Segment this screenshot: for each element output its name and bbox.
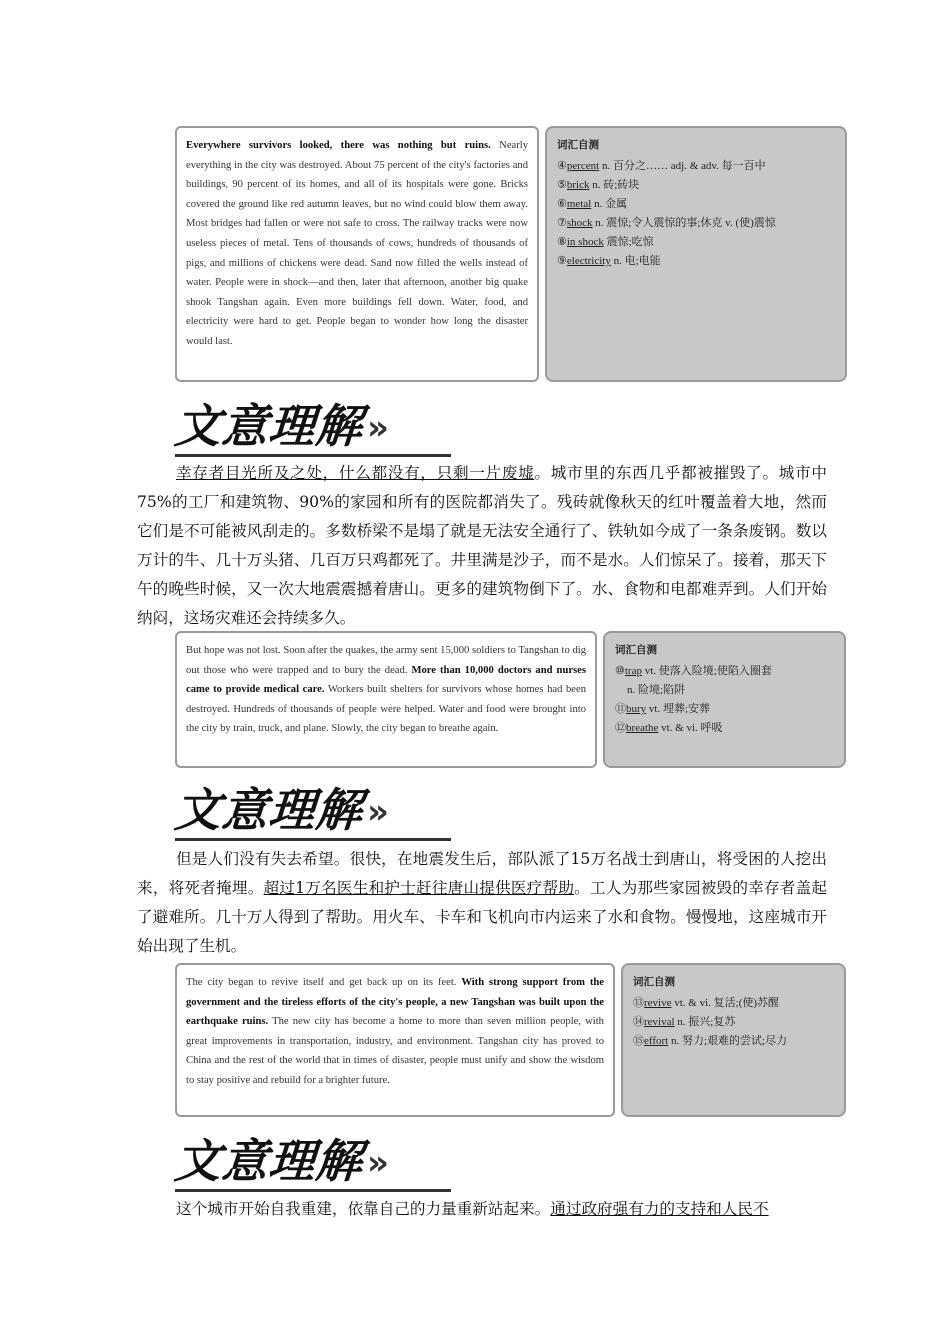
reading-section-1 (175, 126, 847, 382)
banner-title: 文意理解 (172, 399, 365, 453)
vocab-word: electricity (566, 255, 611, 267)
banner-title: 文意理解 (172, 1134, 365, 1188)
passage-text: Workers built shelters for survivors whose homes had been destroyed. Hundreds of thousands of people were helped. Water and food were brought into the city by train, truck, and plane. Slowly, the city began to breathe again. (186, 684, 586, 735)
translation-text: 但是人们没有失去希望。很快，在地震发生后，部队派了15万名战士到唐山，将受困的人挖出来，将死者掩埋。 (137, 850, 827, 897)
double-chevron-icon: » (367, 1143, 389, 1183)
vocab-number: ⑭ (633, 1016, 644, 1028)
vocab-definition: vt. 埋葬;安葬 (646, 703, 711, 715)
vocab-word: metal (566, 198, 592, 210)
passage-text: The city began to revive itself and get back up on its feet. (186, 977, 462, 988)
vocab-number: ⑩ (615, 665, 625, 677)
vocab-word: breathe (626, 722, 659, 734)
vocab-number: ⑧ (557, 236, 567, 248)
vocab-number: ⑥ (557, 198, 567, 210)
vocab-title: 词汇自测 (557, 139, 599, 151)
passage-text: Nearly everything in the city was destroyed. About 75 percent of the city's factories and buildings, 90 percent of its homes, and all of its hospitals were gone. Bricks covered the ground like red autumn leaves, but no wind could blow them away. Most bridges had fallen or were not safe to cross. The railway tracks were now useless pieces of metal. Tens of thousands of cows, hundreds of thousands of pigs, and millions of chickens were dead. Sand now filled the wells instead of water. People were in shock—and then, later that afternoon, another big quake shook Tangshan again. Even more buildings fell down. Water, food, and electricity were hard to get. People began to wonder how long the disaster would last. (186, 140, 528, 347)
double-chevron-icon: » (367, 408, 389, 448)
vocab-item (557, 176, 835, 195)
vocab-definition: n. 努力;艰难的尝试;尽力 (668, 1035, 788, 1047)
vocab-item (557, 157, 835, 176)
underlined-translation: 幸存者目光所及之处，什么都没有，只剩一片废墟 (176, 464, 535, 482)
vocab-number: ⑮ (633, 1035, 644, 1047)
reading-section-2 (175, 631, 846, 768)
vocab-definition: vt. & vi. 呼吸 (658, 722, 723, 734)
section-banner-3 (172, 1127, 451, 1192)
passage-box-2 (175, 631, 597, 768)
vocab-item (615, 719, 834, 738)
vocab-item (615, 681, 834, 700)
vocab-definition: n. 电;电能 (610, 255, 661, 267)
vocab-box-1 (545, 126, 847, 382)
reading-section-3 (175, 963, 846, 1117)
vocab-number: ⑬ (633, 997, 644, 1009)
vocab-item (557, 214, 835, 233)
key-sentence: Everywhere survivors looked, there was nothing but ruins. (186, 140, 491, 151)
vocab-number: ⑤ (557, 179, 567, 191)
vocab-word: revival (644, 1016, 675, 1028)
vocab-definition: vt. 使落入险境;使陷入圈套 (641, 665, 772, 677)
vocab-box-3 (621, 963, 846, 1117)
passage-text: The new city has become a home to more than seven million people, with great improvements in transportation, industry, and environment. Tangshan city has proved to China and the rest of the world that in times of disaster, people must unify and show the wisdom to stay positive and rebuild for a brighter future. (186, 1016, 604, 1086)
vocab-word: bury (626, 703, 647, 715)
banner-title: 文意理解 (172, 783, 365, 837)
vocab-definition: n. 砖;砖块 (589, 179, 640, 191)
vocab-definition: n. 震惊;令人震惊的事;休克 v. (使)震惊 (592, 217, 776, 229)
vocab-box-2 (603, 631, 846, 768)
vocab-item (557, 233, 835, 252)
passage-box-3 (175, 963, 615, 1117)
key-sentence: With strong support from the government and the tireless efforts of the city's people, a new Tangshan was built upon the earthquake ruins. (186, 977, 604, 1028)
translation-text: 。工人为那些家园被毁的幸存者盖起了避难所。几十万人得到了帮助。用火车、卡车和飞机向市内运来了水和食物。慢慢地，这座城市开始出现了生机。 (137, 879, 827, 955)
underlined-translation: 超过1万名医生和护士赶往唐山提供医疗帮助 (263, 879, 575, 897)
vocab-definition: vt. & vi. 复活;(使)苏醒 (671, 997, 780, 1009)
vocab-word: trap (624, 665, 642, 677)
vocab-word: in shock (566, 236, 604, 248)
vocab-item (633, 1032, 834, 1051)
double-chevron-icon: » (367, 792, 389, 832)
vocab-number: ⑫ (615, 722, 626, 734)
vocab-word: effort (644, 1035, 669, 1047)
vocab-word: percent (566, 160, 600, 172)
key-sentence: More than 10,000 doctors and nurses came to provide medical care. (186, 664, 586, 696)
vocab-title: 词汇自测 (615, 644, 657, 656)
translation-text: 这个城市开始自我重建，依靠自己的力量重新站起来。 (176, 1200, 551, 1218)
vocab-item (615, 700, 834, 719)
vocab-item (557, 252, 835, 271)
section-banner-2 (172, 776, 451, 841)
passage-box-1 (175, 126, 539, 382)
vocab-number: ④ (557, 160, 567, 172)
vocab-definition: 震惊;吃惊 (603, 236, 654, 248)
vocab-word: brick (566, 179, 590, 191)
vocab-item (633, 994, 834, 1013)
vocab-definition: n. 金属 (591, 198, 628, 210)
vocab-word: revive (644, 997, 672, 1009)
vocab-definition: n. 百分之…… adj. & adv. 每一百中 (599, 160, 766, 172)
vocab-item (615, 662, 834, 681)
vocab-number: ⑦ (557, 217, 567, 229)
vocab-item (557, 195, 835, 214)
vocab-number: ⑪ (615, 703, 626, 715)
section-banner-1 (172, 392, 451, 457)
translation-paragraph-1 (137, 459, 827, 633)
translation-paragraph-2 (137, 845, 827, 961)
vocab-list (615, 662, 834, 738)
vocab-definition: n. 险境;陷阱 (627, 684, 686, 696)
vocab-definition: n. 振兴;复苏 (674, 1016, 736, 1028)
vocab-word: shock (566, 217, 593, 229)
translation-paragraph-3 (137, 1195, 827, 1224)
vocab-title: 词汇自测 (633, 976, 675, 988)
vocab-list (557, 157, 835, 271)
underlined-translation: 通过政府强有力的支持和人民不 (550, 1200, 769, 1218)
vocab-list (633, 994, 834, 1051)
translation-text: 。城市里的东西几乎都被摧毁了。城市中75%的工厂和建筑物、90%的家园和所有的医院都消失了。残砖就像秋天的红叶覆盖着大地，然而它们是不可能被风刮走的。多数桥梁不是塌了就是无法安全通行了、铁轨如今成了一条条废钢。数以万计的牛、几十万头猪、几百万只鸡都死了。井里满是沙子，而不是水。人们惊呆了。接着，那天下午的晚些时候，又一次大地震震撼着唐山。更多的建筑物倒下了。水、食物和电都难弄到。人们开始纳闷，这场灾难还会持续多久。 (137, 464, 827, 627)
passage-text: But hope was not lost. Soon after the quakes, the army sent 15,000 soldiers to Tangshan to dig out those who were trapped and to bury the dead. (186, 645, 586, 676)
vocab-item (633, 1013, 834, 1032)
vocab-number: ⑨ (557, 255, 567, 267)
